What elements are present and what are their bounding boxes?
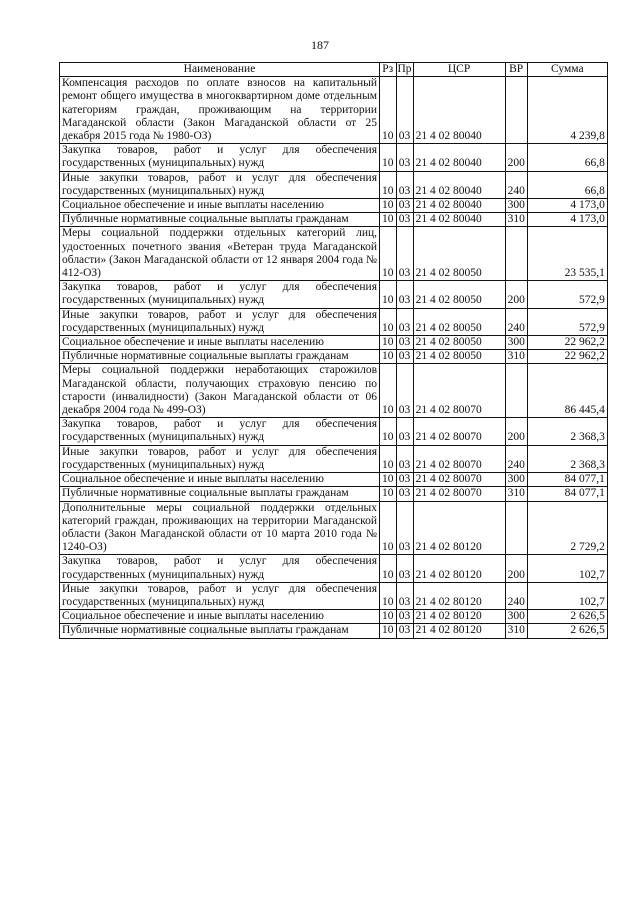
table-row [60, 445, 608, 472]
row-sum: 4 239,8 [527, 77, 607, 144]
row-rz: 10 [380, 610, 397, 624]
page-number: 187 [311, 38, 329, 52]
row-pr: 03 [396, 77, 413, 144]
row-rz: 10 [380, 144, 397, 171]
row-rz: 10 [380, 171, 397, 198]
row-sum: 102,7 [527, 582, 607, 609]
row-sum: 66,8 [527, 171, 607, 198]
row-vr: 200 [505, 418, 527, 445]
header-sum: Сумма [527, 63, 607, 77]
row-csr: 21 4 02 80050 [413, 336, 505, 350]
row-vr: 200 [505, 281, 527, 308]
row-vr [505, 501, 527, 555]
row-pr: 03 [396, 418, 413, 445]
row-sum: 84 077,1 [527, 487, 607, 501]
row-name: Меры социальной поддержки неработающих старожилов Магаданской области, получающих страховую пенсию по старости (инвалидности) (Закон Магаданской области от 06 декабря 2004 года № 499-ОЗ) [60, 364, 380, 418]
row-csr: 21 4 02 80050 [413, 350, 505, 364]
row-sum: 86 445,4 [527, 364, 607, 418]
row-sum: 2 626,5 [527, 610, 607, 624]
row-pr: 03 [396, 144, 413, 171]
row-csr: 21 4 02 80050 [413, 281, 505, 308]
table-row [60, 213, 608, 227]
row-rz: 10 [380, 473, 397, 487]
row-name: Социальное обеспечение и иные выплаты населению [60, 473, 380, 487]
row-sum: 66,8 [527, 144, 607, 171]
row-csr: 21 4 02 80120 [413, 582, 505, 609]
row-rz: 10 [380, 199, 397, 213]
table-row [60, 501, 608, 555]
row-pr: 03 [396, 624, 413, 638]
row-pr: 03 [396, 213, 413, 227]
row-vr [505, 227, 527, 281]
row-csr: 21 4 02 80070 [413, 418, 505, 445]
row-name: Публичные нормативные социальные выплаты гражданам [60, 624, 380, 638]
row-pr: 03 [396, 501, 413, 555]
header-name: Наименование [60, 63, 380, 77]
row-csr: 21 4 02 80070 [413, 364, 505, 418]
row-sum: 4 173,0 [527, 213, 607, 227]
row-rz: 10 [380, 624, 397, 638]
row-vr: 300 [505, 336, 527, 350]
row-sum: 2 729,2 [527, 501, 607, 555]
table-row [60, 144, 608, 171]
row-csr: 21 4 02 80120 [413, 610, 505, 624]
row-sum: 572,9 [527, 281, 607, 308]
row-rz: 10 [380, 445, 397, 472]
row-name: Компенсация расходов по оплате взносов на капитальный ремонт общего имущества в многоквартирном доме отдельным категориям граждан, проживающим на территории Магаданской области (Закон Магаданской области от 25 декабря 2015 года № 1980-ОЗ) [60, 77, 380, 144]
row-vr: 200 [505, 144, 527, 171]
row-sum: 22 962,2 [527, 350, 607, 364]
table-row [60, 487, 608, 501]
row-rz: 10 [380, 308, 397, 335]
row-csr: 21 4 02 80120 [413, 501, 505, 555]
row-pr: 03 [396, 555, 413, 582]
row-rz: 10 [380, 418, 397, 445]
table-row [60, 582, 608, 609]
row-name: Иные закупки товаров, работ и услуг для обеспечения государственных (муниципальных) нужд [60, 308, 380, 335]
row-name: Иные закупки товаров, работ и услуг для обеспечения государственных (муниципальных) нужд [60, 445, 380, 472]
row-vr: 240 [505, 445, 527, 472]
table-row [60, 624, 608, 638]
table-row [60, 364, 608, 418]
table-row [60, 281, 608, 308]
row-name: Меры социальной поддержки отдельных категорий лиц, удостоенных почетного звания «Ветеран труда Магаданской области» (Закон Магаданской области от 12 января 2004 года № 412-ОЗ) [60, 227, 380, 281]
row-vr: 240 [505, 308, 527, 335]
row-csr: 21 4 02 80120 [413, 624, 505, 638]
header-csr: ЦСР [413, 63, 505, 77]
row-rz: 10 [380, 350, 397, 364]
row-name: Социальное обеспечение и иные выплаты населению [60, 199, 380, 213]
row-csr: 21 4 02 80040 [413, 213, 505, 227]
row-vr: 310 [505, 350, 527, 364]
row-name: Закупка товаров, работ и услуг для обеспечения государственных (муниципальных) нужд [60, 555, 380, 582]
row-sum: 2 368,3 [527, 418, 607, 445]
table-row [60, 418, 608, 445]
row-sum: 22 962,2 [527, 336, 607, 350]
table-row [60, 171, 608, 198]
row-csr: 21 4 02 80050 [413, 227, 505, 281]
row-csr: 21 4 02 80040 [413, 77, 505, 144]
row-csr: 21 4 02 80070 [413, 487, 505, 501]
table-row [60, 77, 608, 144]
row-rz: 10 [380, 555, 397, 582]
row-csr: 21 4 02 80050 [413, 308, 505, 335]
row-sum: 84 077,1 [527, 473, 607, 487]
row-pr: 03 [396, 445, 413, 472]
row-sum: 572,9 [527, 308, 607, 335]
row-vr: 300 [505, 473, 527, 487]
row-rz: 10 [380, 336, 397, 350]
row-pr: 03 [396, 199, 413, 213]
row-rz: 10 [380, 281, 397, 308]
row-pr: 03 [396, 336, 413, 350]
header-vr: ВР [505, 63, 527, 77]
row-name: Закупка товаров, работ и услуг для обеспечения государственных (муниципальных) нужд [60, 281, 380, 308]
row-pr: 03 [396, 350, 413, 364]
row-name: Дополнительные меры социальной поддержки отдельных категорий граждан, проживающих на территории Магаданской области (Закон Магаданской области от 10 марта 2010 года № 1240-ОЗ) [60, 501, 380, 555]
row-name: Иные закупки товаров, работ и услуг для обеспечения государственных (муниципальных) нужд [60, 582, 380, 609]
row-pr: 03 [396, 171, 413, 198]
header-rz: Рз [380, 63, 397, 77]
row-pr: 03 [396, 281, 413, 308]
row-rz: 10 [380, 213, 397, 227]
row-name: Социальное обеспечение и иные выплаты населению [60, 336, 380, 350]
row-rz: 10 [380, 582, 397, 609]
row-pr: 03 [396, 610, 413, 624]
row-pr: 03 [396, 473, 413, 487]
row-name: Иные закупки товаров, работ и услуг для обеспечения государственных (муниципальных) нужд [60, 171, 380, 198]
table-row [60, 350, 608, 364]
table-row [60, 610, 608, 624]
row-name: Закупка товаров, работ и услуг для обеспечения государственных (муниципальных) нужд [60, 144, 380, 171]
table-row [60, 227, 608, 281]
row-csr: 21 4 02 80070 [413, 445, 505, 472]
row-csr: 21 4 02 80120 [413, 555, 505, 582]
row-sum: 23 535,1 [527, 227, 607, 281]
row-rz: 10 [380, 77, 397, 144]
header-pr: Пр [397, 63, 412, 75]
row-rz: 10 [380, 364, 397, 418]
row-vr: 300 [505, 199, 527, 213]
row-vr: 310 [505, 213, 527, 227]
row-csr: 21 4 02 80040 [413, 199, 505, 213]
table-row [60, 473, 608, 487]
row-csr: 21 4 02 80040 [413, 144, 505, 171]
row-sum: 102,7 [527, 555, 607, 582]
row-sum: 2 368,3 [527, 445, 607, 472]
row-name: Закупка товаров, работ и услуг для обеспечения государственных (муниципальных) нужд [60, 418, 380, 445]
row-csr: 21 4 02 80040 [413, 171, 505, 198]
row-vr: 300 [505, 610, 527, 624]
row-csr: 21 4 02 80070 [413, 473, 505, 487]
row-name: Публичные нормативные социальные выплаты гражданам [60, 350, 380, 364]
row-vr: 310 [505, 624, 527, 638]
row-vr [505, 77, 527, 144]
row-pr: 03 [396, 582, 413, 609]
row-vr: 310 [505, 487, 527, 501]
row-pr: 03 [396, 364, 413, 418]
row-pr: 03 [396, 487, 413, 501]
row-rz: 10 [380, 501, 397, 555]
table-header-row [60, 63, 608, 77]
row-name: Публичные нормативные социальные выплаты гражданам [60, 213, 380, 227]
table-row [60, 555, 608, 582]
row-vr: 240 [505, 171, 527, 198]
row-pr: 03 [396, 308, 413, 335]
table-row [60, 336, 608, 350]
row-vr: 200 [505, 555, 527, 582]
row-vr: 240 [505, 582, 527, 609]
row-sum: 4 173,0 [527, 199, 607, 213]
table-row [60, 308, 608, 335]
table-body [60, 77, 608, 638]
row-sum: 2 626,5 [527, 624, 607, 638]
row-rz: 10 [380, 227, 397, 281]
row-name: Социальное обеспечение и иные выплаты населению [60, 610, 380, 624]
row-vr [505, 364, 527, 418]
row-rz: 10 [380, 487, 397, 501]
row-pr: 03 [396, 227, 413, 281]
budget-table [59, 62, 608, 639]
table-row [60, 199, 608, 213]
row-name: Публичные нормативные социальные выплаты гражданам [60, 487, 380, 501]
